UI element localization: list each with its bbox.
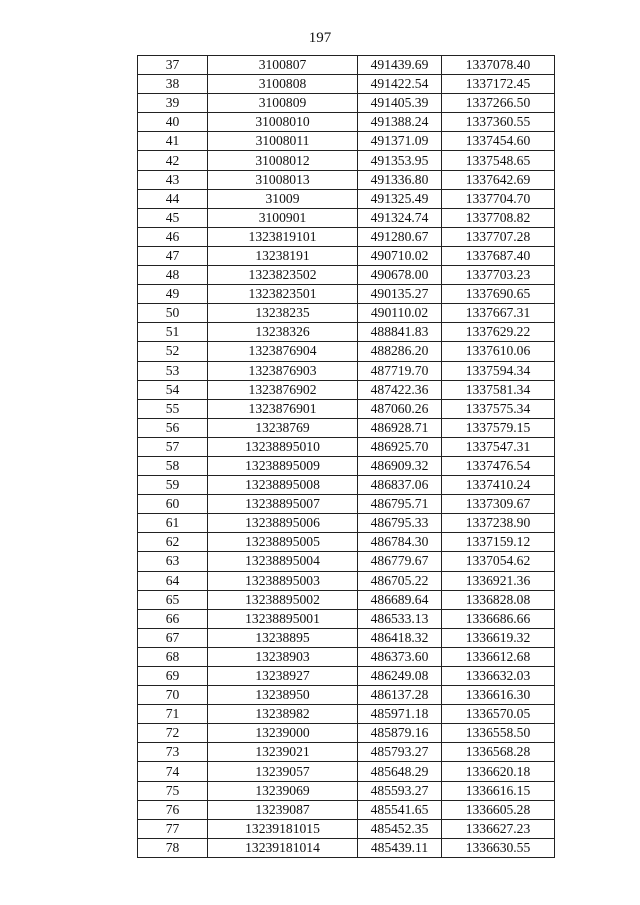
y-coordinate-cell: 1336612.68	[442, 647, 555, 666]
x-coordinate-cell: 485593.27	[358, 781, 442, 800]
x-coordinate-cell: 485648.29	[358, 762, 442, 781]
x-coordinate-cell: 486533.13	[358, 609, 442, 628]
x-coordinate-cell: 486837.06	[358, 476, 442, 495]
table-row	[138, 705, 555, 724]
point-id-cell: 13238927	[208, 667, 358, 686]
table-row	[138, 437, 555, 456]
point-number-cell: 67	[138, 628, 208, 647]
point-id-cell: 1323876902	[208, 380, 358, 399]
table-row	[138, 189, 555, 208]
x-coordinate-cell: 491388.24	[358, 113, 442, 132]
point-id-cell: 13239181014	[208, 838, 358, 857]
point-number-cell: 71	[138, 705, 208, 724]
x-coordinate-cell: 486137.28	[358, 686, 442, 705]
x-coordinate-cell: 486705.22	[358, 571, 442, 590]
point-id-cell: 13238982	[208, 705, 358, 724]
y-coordinate-cell: 1336620.18	[442, 762, 555, 781]
point-number-cell: 58	[138, 456, 208, 475]
table-row	[138, 838, 555, 857]
point-id-cell: 13238769	[208, 418, 358, 437]
point-number-cell: 66	[138, 609, 208, 628]
table-row	[138, 94, 555, 113]
x-coordinate-cell: 486373.60	[358, 647, 442, 666]
table-row	[138, 724, 555, 743]
y-coordinate-cell: 1336570.05	[442, 705, 555, 724]
point-number-cell: 76	[138, 800, 208, 819]
point-number-cell: 54	[138, 380, 208, 399]
point-number-cell: 38	[138, 75, 208, 94]
table-row	[138, 170, 555, 189]
x-coordinate-cell: 491439.69	[358, 56, 442, 75]
point-id-cell: 1323876904	[208, 342, 358, 361]
point-number-cell: 42	[138, 151, 208, 170]
table-row	[138, 399, 555, 418]
x-coordinate-cell: 486784.30	[358, 533, 442, 552]
table-row	[138, 800, 555, 819]
point-number-cell: 68	[138, 647, 208, 666]
point-id-cell: 13238903	[208, 647, 358, 666]
y-coordinate-cell: 1337476.54	[442, 456, 555, 475]
y-coordinate-cell: 1336627.23	[442, 819, 555, 838]
point-id-cell: 1323876903	[208, 361, 358, 380]
x-coordinate-cell: 485452.35	[358, 819, 442, 838]
x-coordinate-cell: 490135.27	[358, 285, 442, 304]
point-number-cell: 45	[138, 208, 208, 227]
point-id-cell: 13238895	[208, 628, 358, 647]
point-number-cell: 52	[138, 342, 208, 361]
page-number: 197	[308, 30, 332, 46]
table-row	[138, 456, 555, 475]
y-coordinate-cell: 1337575.34	[442, 399, 555, 418]
y-coordinate-cell: 1337594.34	[442, 361, 555, 380]
coordinate-table-body	[138, 56, 555, 858]
point-id-cell: 13238895008	[208, 476, 358, 495]
x-coordinate-cell: 488841.83	[358, 323, 442, 342]
point-id-cell: 13238235	[208, 304, 358, 323]
point-id-cell: 13238326	[208, 323, 358, 342]
y-coordinate-cell: 1337410.24	[442, 476, 555, 495]
point-number-cell: 41	[138, 132, 208, 151]
point-number-cell: 65	[138, 590, 208, 609]
table-row	[138, 323, 555, 342]
point-id-cell: 13238950	[208, 686, 358, 705]
table-row	[138, 246, 555, 265]
y-coordinate-cell: 1336558.50	[442, 724, 555, 743]
table-row	[138, 208, 555, 227]
point-id-cell: 1323823502	[208, 266, 358, 285]
point-id-cell: 3100807	[208, 56, 358, 75]
x-coordinate-cell: 486249.08	[358, 667, 442, 686]
point-number-cell: 56	[138, 418, 208, 437]
point-id-cell: 31008011	[208, 132, 358, 151]
point-id-cell: 13238895002	[208, 590, 358, 609]
point-id-cell: 13238895007	[208, 495, 358, 514]
table-row	[138, 647, 555, 666]
y-coordinate-cell: 1337581.34	[442, 380, 555, 399]
y-coordinate-cell: 1337667.31	[442, 304, 555, 323]
x-coordinate-cell: 485793.27	[358, 743, 442, 762]
point-number-cell: 50	[138, 304, 208, 323]
point-id-cell: 13239057	[208, 762, 358, 781]
y-coordinate-cell: 1337547.31	[442, 437, 555, 456]
coordinate-table	[137, 55, 555, 858]
table-row	[138, 781, 555, 800]
x-coordinate-cell: 486779.67	[358, 552, 442, 571]
point-number-cell: 37	[138, 56, 208, 75]
point-number-cell: 61	[138, 514, 208, 533]
x-coordinate-cell: 491336.80	[358, 170, 442, 189]
table-row	[138, 609, 555, 628]
x-coordinate-cell: 486418.32	[358, 628, 442, 647]
table-row	[138, 590, 555, 609]
point-id-cell: 13238895005	[208, 533, 358, 552]
y-coordinate-cell: 1336921.36	[442, 571, 555, 590]
point-id-cell: 3100809	[208, 94, 358, 113]
y-coordinate-cell: 1337172.45	[442, 75, 555, 94]
y-coordinate-cell: 1337629.22	[442, 323, 555, 342]
y-coordinate-cell: 1337548.65	[442, 151, 555, 170]
table-row	[138, 533, 555, 552]
point-number-cell: 55	[138, 399, 208, 418]
point-id-cell: 13238895003	[208, 571, 358, 590]
x-coordinate-cell: 485879.16	[358, 724, 442, 743]
point-number-cell: 70	[138, 686, 208, 705]
y-coordinate-cell: 1337309.67	[442, 495, 555, 514]
x-coordinate-cell: 491324.74	[358, 208, 442, 227]
y-coordinate-cell: 1336828.08	[442, 590, 555, 609]
table-row	[138, 266, 555, 285]
x-coordinate-cell: 490678.00	[358, 266, 442, 285]
y-coordinate-cell: 1337579.15	[442, 418, 555, 437]
point-number-cell: 46	[138, 227, 208, 246]
y-coordinate-cell: 1336568.28	[442, 743, 555, 762]
table-row	[138, 476, 555, 495]
point-number-cell: 62	[138, 533, 208, 552]
table-row	[138, 743, 555, 762]
table-row	[138, 304, 555, 323]
x-coordinate-cell: 490110.02	[358, 304, 442, 323]
point-id-cell: 13238895006	[208, 514, 358, 533]
point-number-cell: 51	[138, 323, 208, 342]
point-number-cell: 59	[138, 476, 208, 495]
y-coordinate-cell: 1336686.66	[442, 609, 555, 628]
y-coordinate-cell: 1337707.28	[442, 227, 555, 246]
table-row	[138, 361, 555, 380]
point-id-cell: 31009	[208, 189, 358, 208]
point-id-cell: 3100901	[208, 208, 358, 227]
point-number-cell: 77	[138, 819, 208, 838]
point-number-cell: 74	[138, 762, 208, 781]
table-row	[138, 132, 555, 151]
table-row	[138, 495, 555, 514]
y-coordinate-cell: 1337238.90	[442, 514, 555, 533]
point-number-cell: 69	[138, 667, 208, 686]
x-coordinate-cell: 486909.32	[358, 456, 442, 475]
x-coordinate-cell: 486795.71	[358, 495, 442, 514]
point-id-cell: 31008010	[208, 113, 358, 132]
x-coordinate-cell: 486795.33	[358, 514, 442, 533]
point-number-cell: 78	[138, 838, 208, 857]
table-row	[138, 151, 555, 170]
table-row	[138, 285, 555, 304]
point-number-cell: 40	[138, 113, 208, 132]
y-coordinate-cell: 1336616.30	[442, 686, 555, 705]
point-number-cell: 72	[138, 724, 208, 743]
y-coordinate-cell: 1337078.40	[442, 56, 555, 75]
x-coordinate-cell: 491325.49	[358, 189, 442, 208]
table-row	[138, 762, 555, 781]
point-number-cell: 49	[138, 285, 208, 304]
y-coordinate-cell: 1337642.69	[442, 170, 555, 189]
point-id-cell: 13239087	[208, 800, 358, 819]
y-coordinate-cell: 1337704.70	[442, 189, 555, 208]
point-id-cell: 31008012	[208, 151, 358, 170]
point-id-cell: 13238895004	[208, 552, 358, 571]
point-id-cell: 13239000	[208, 724, 358, 743]
x-coordinate-cell: 486925.70	[358, 437, 442, 456]
point-number-cell: 57	[138, 437, 208, 456]
x-coordinate-cell: 491353.95	[358, 151, 442, 170]
point-id-cell: 1323819101	[208, 227, 358, 246]
point-number-cell: 48	[138, 266, 208, 285]
point-id-cell: 13239069	[208, 781, 358, 800]
table-row	[138, 514, 555, 533]
table-row	[138, 628, 555, 647]
point-number-cell: 64	[138, 571, 208, 590]
point-number-cell: 63	[138, 552, 208, 571]
y-coordinate-cell: 1337454.60	[442, 132, 555, 151]
point-id-cell: 1323823501	[208, 285, 358, 304]
table-row	[138, 819, 555, 838]
table-row	[138, 552, 555, 571]
table-row	[138, 667, 555, 686]
point-id-cell: 13238895001	[208, 609, 358, 628]
x-coordinate-cell: 487422.36	[358, 380, 442, 399]
table-row	[138, 227, 555, 246]
table-row	[138, 56, 555, 75]
x-coordinate-cell: 487719.70	[358, 361, 442, 380]
x-coordinate-cell: 490710.02	[358, 246, 442, 265]
y-coordinate-cell: 1337703.23	[442, 266, 555, 285]
point-number-cell: 43	[138, 170, 208, 189]
y-coordinate-cell: 1337687.40	[442, 246, 555, 265]
point-number-cell: 53	[138, 361, 208, 380]
x-coordinate-cell: 485439.11	[358, 838, 442, 857]
point-id-cell: 3100808	[208, 75, 358, 94]
point-number-cell: 47	[138, 246, 208, 265]
table-row	[138, 342, 555, 361]
y-coordinate-cell: 1336619.32	[442, 628, 555, 647]
x-coordinate-cell: 485541.65	[358, 800, 442, 819]
table-row	[138, 75, 555, 94]
table-row	[138, 686, 555, 705]
y-coordinate-cell: 1337159.12	[442, 533, 555, 552]
point-id-cell: 13238895009	[208, 456, 358, 475]
x-coordinate-cell: 488286.20	[358, 342, 442, 361]
y-coordinate-cell: 1337708.82	[442, 208, 555, 227]
y-coordinate-cell: 1336632.03	[442, 667, 555, 686]
x-coordinate-cell: 486928.71	[358, 418, 442, 437]
x-coordinate-cell: 487060.26	[358, 399, 442, 418]
x-coordinate-cell: 486689.64	[358, 590, 442, 609]
point-number-cell: 39	[138, 94, 208, 113]
point-id-cell: 13238895010	[208, 437, 358, 456]
table-row	[138, 113, 555, 132]
point-number-cell: 75	[138, 781, 208, 800]
y-coordinate-cell: 1337054.62	[442, 552, 555, 571]
table-row	[138, 418, 555, 437]
y-coordinate-cell: 1337690.65	[442, 285, 555, 304]
y-coordinate-cell: 1337360.55	[442, 113, 555, 132]
point-number-cell: 73	[138, 743, 208, 762]
x-coordinate-cell: 491280.67	[358, 227, 442, 246]
point-number-cell: 44	[138, 189, 208, 208]
point-id-cell: 13239181015	[208, 819, 358, 838]
point-number-cell: 60	[138, 495, 208, 514]
y-coordinate-cell: 1336605.28	[442, 800, 555, 819]
point-id-cell: 13239021	[208, 743, 358, 762]
y-coordinate-cell: 1336616.15	[442, 781, 555, 800]
x-coordinate-cell: 491371.09	[358, 132, 442, 151]
x-coordinate-cell: 491422.54	[358, 75, 442, 94]
y-coordinate-cell: 1336630.55	[442, 838, 555, 857]
x-coordinate-cell: 491405.39	[358, 94, 442, 113]
x-coordinate-cell: 485971.18	[358, 705, 442, 724]
y-coordinate-cell: 1337266.50	[442, 94, 555, 113]
point-id-cell: 1323876901	[208, 399, 358, 418]
y-coordinate-cell: 1337610.06	[442, 342, 555, 361]
point-id-cell: 31008013	[208, 170, 358, 189]
point-id-cell: 13238191	[208, 246, 358, 265]
table-row	[138, 380, 555, 399]
table-row	[138, 571, 555, 590]
